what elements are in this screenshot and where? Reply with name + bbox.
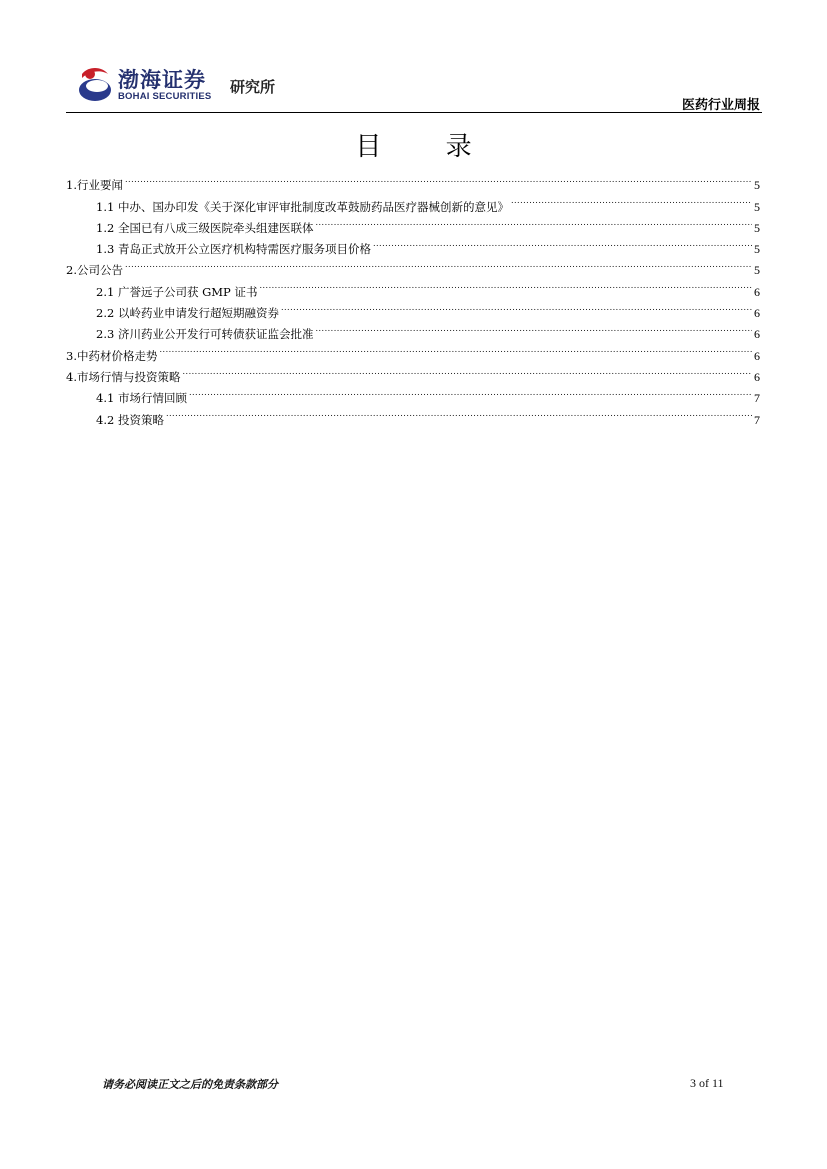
toc-entry-label: 2.2 以岭药业申请发行超短期融资券 [96,306,279,321]
header-divider [66,112,762,113]
company-name-en: BOHAI SECURITIES [118,91,212,102]
toc-entry-page: 5 [754,242,760,257]
toc-entry[interactable] [66,253,760,278]
disclaimer-note: 请务必阅读正文之后的免责条款部分 [102,1078,278,1091]
page-number: 3 of 11 [690,1076,724,1090]
toc-entry-label: 1.3 青岛正式放开公立医疗机构特需医疗服务项目价格 [96,242,371,257]
toc-entry-label: 2.3 济川药业公开发行可转债获证监会批准 [96,327,314,342]
toc-entry-label: 1.行业要闻 [66,178,123,193]
toc-entry-page: 5 [754,178,760,193]
toc-leader-dots [125,253,752,274]
toc-entry[interactable] [66,189,760,214]
toc-leader-dots [281,296,752,317]
toc-leader-dots [182,360,752,381]
toc-entry-label: 2.1 广誉远子公司获 GMP 证书 [96,284,258,299]
toc-entry[interactable] [66,274,760,299]
toc-leader-dots [166,402,752,423]
toc-leader-dots [189,381,752,402]
toc-entry-page: 7 [754,412,760,427]
toc-leader-dots [511,189,752,210]
toc-leader-dots [125,168,752,189]
toc-entry-label: 1.1 中办、国办印发《关于深化审评审批制度改革鼓励药品医疗器械创新的意见》 [96,199,509,214]
toc-entry-page: 6 [754,369,760,384]
toc-leader-dots [259,274,752,295]
bohai-logo-icon [78,64,112,104]
toc-entry-page: 5 [754,263,760,278]
toc-leader-dots [373,232,752,253]
toc-entry-label: 3.中药材价格走势 [66,348,158,363]
toc-entry[interactable] [66,360,760,384]
toc-entry-label: 4.2 投资策略 [96,412,164,427]
table-of-contents [66,168,760,427]
toc-entry-page: 6 [754,306,760,321]
toc-entry[interactable] [66,338,760,363]
company-name-cn: 渤海证券 [118,67,206,92]
toc-entry-label: 4.1 市场行情回顾 [96,391,187,406]
toc-entry-label: 2.公司公告 [66,263,123,278]
toc-entry-page: 5 [754,199,760,214]
toc-entry[interactable] [66,168,760,193]
toc-entry-page: 6 [754,284,760,299]
toc-leader-dots [315,211,752,232]
toc-entry-page: 6 [754,348,760,363]
toc-title: 目 录 [355,132,500,162]
toc-entry-page: 6 [754,327,760,342]
toc-leader-dots [315,317,752,338]
report-type-label: 医药行业周报 [681,98,760,113]
toc-entry-label: 1.2 全国已有八成三级医院牵头组建医联体 [96,220,314,235]
toc-entry-label: 4.市场行情与投资策略 [66,369,181,384]
toc-entry-page: 7 [754,391,760,406]
toc-entry-page: 5 [754,220,760,235]
toc-leader-dots [159,338,752,359]
toc-entry[interactable] [66,402,760,427]
research-dept-label: 研究所 [230,78,276,96]
page-header [66,58,762,114]
